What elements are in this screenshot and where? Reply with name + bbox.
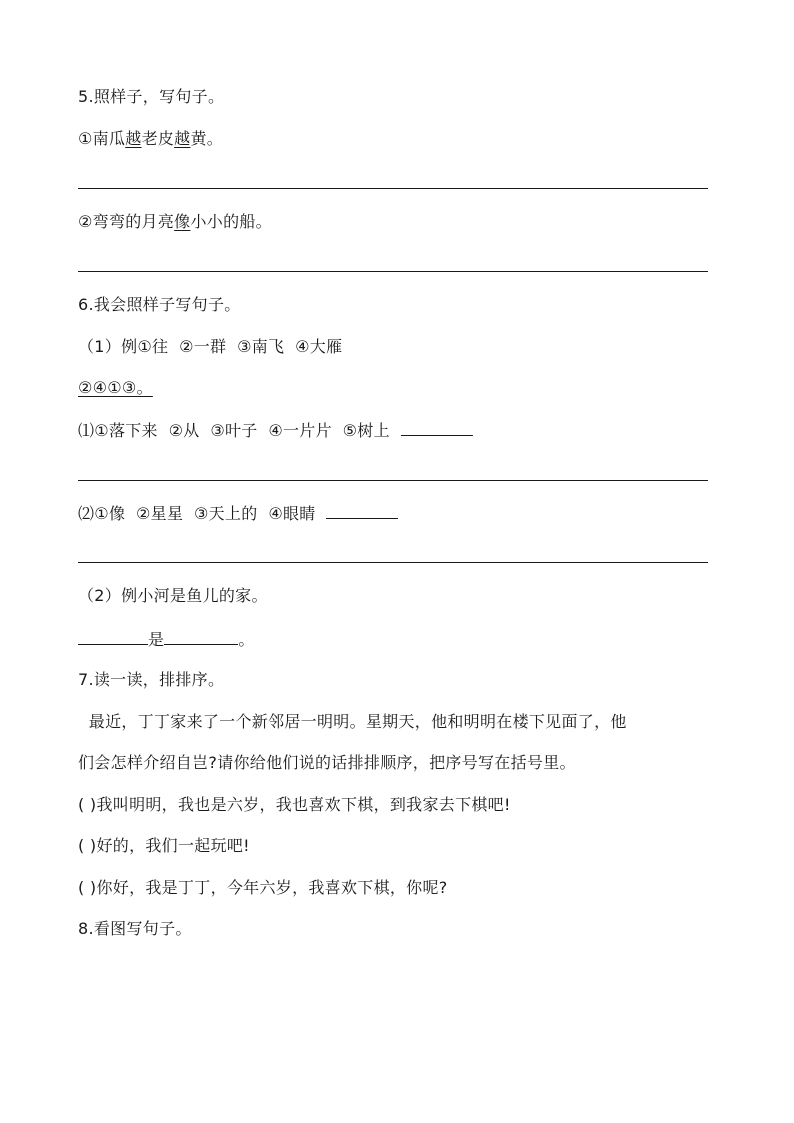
q5-item2: [78, 211, 272, 233]
q5-item2-underlined: 像: [174, 212, 191, 231]
q7-option-1: ( )我叫明明，我也是六岁，我也喜欢下棋，到我家去下棋吧!: [78, 795, 511, 814]
q5-item2-pre: ②弯弯的月亮: [78, 212, 175, 231]
answer-line[interactable]: [78, 188, 708, 189]
answer-blank[interactable]: [164, 628, 238, 645]
answer-blank[interactable]: [78, 628, 148, 645]
q6-part1-example: （1）例①往 ②一群 ③南飞 ④大雁: [78, 337, 343, 356]
q6-part1-item1: [78, 419, 473, 442]
q6-part2-example: （2）例小河是鱼儿的家。: [78, 586, 268, 605]
q6-part2-fill: [78, 628, 255, 651]
q8-title: 8.看图写句子。: [78, 919, 192, 938]
q6-part1-item2: [78, 502, 398, 525]
answer-line[interactable]: [78, 480, 708, 481]
q6-title: 6.我会照样子写句子。: [78, 295, 241, 314]
q5-title: 5.照样子，写句子。: [78, 87, 225, 106]
q5-item1-mid: 老皮: [141, 129, 175, 148]
q6-part1-item2-text: ⑵①像 ②星星 ③天上的 ④眼睛: [78, 504, 327, 523]
answer-line[interactable]: [78, 562, 708, 563]
q5-item1: [78, 128, 223, 150]
answer-line[interactable]: [78, 271, 708, 272]
q7-option-3: ( )你好，我是丁丁，今年六岁，我喜欢下棋，你呢?: [78, 878, 448, 897]
q5-item2-post: 小小的船。: [190, 212, 272, 231]
q7-paragraph-line-1: 最近，丁丁家来了一个新邻居一明明。星期天，他和明明在楼下见面了，他: [78, 712, 627, 731]
q6-part2-end: 。: [238, 630, 255, 649]
q5-item1-underlined-2: 越: [174, 129, 191, 148]
q6-part1-example-answer: ②④①③。: [78, 378, 153, 397]
answer-blank[interactable]: [401, 419, 473, 436]
q5-item1-pre: ①南瓜: [78, 129, 126, 148]
q5-item1-underlined-1: 越: [125, 129, 142, 148]
q7-option-2: ( )好的，我们一起玩吧!: [78, 836, 250, 855]
answer-blank[interactable]: [326, 502, 398, 519]
q7-paragraph-line-2: 们会怎样介绍自岂?请你给他们说的话排排顺序，把序号写在括号里。: [78, 753, 576, 772]
q7-title: 7.读一读，排排序。: [78, 670, 225, 689]
q5-item1-post: 黄。: [190, 129, 224, 148]
q6-part1-item1-text: ⑴①落下来 ②从 ③叶子 ④一片片 ⑤树上: [78, 421, 401, 440]
q6-part2-mid: 是: [148, 630, 165, 649]
